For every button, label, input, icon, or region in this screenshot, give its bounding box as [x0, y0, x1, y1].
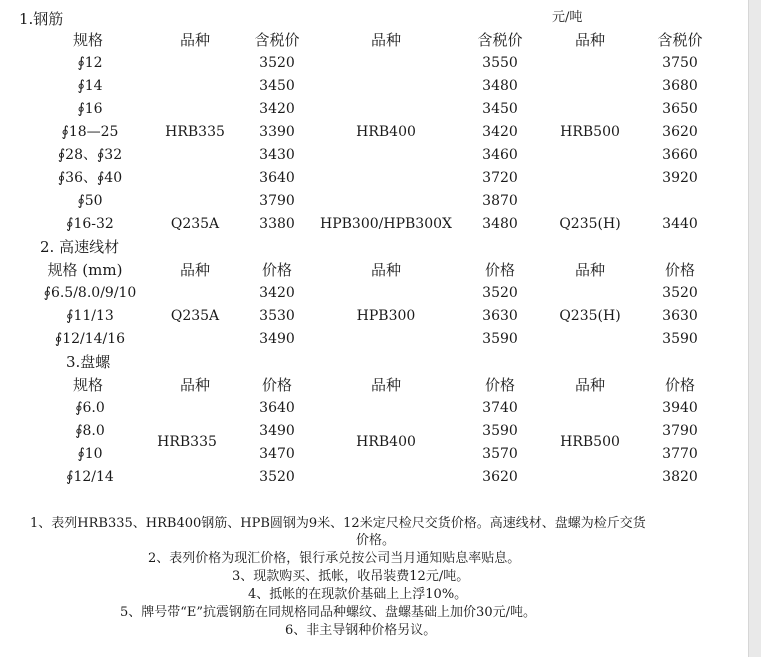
rebar-spec: ∮14 [77, 78, 103, 94]
note-1-cont: 价格。 [356, 533, 396, 548]
wire-header-price-2: 价格 [484, 261, 516, 279]
rebar-spec: ∮28、∮32 [57, 147, 123, 163]
wire-grade-1: Q235A [170, 308, 220, 324]
coil-header-price-3: 价格 [664, 376, 696, 394]
rebar-price-2: 3870 [482, 193, 518, 209]
rebar-header-price-1: 含税价 [254, 31, 300, 49]
coil-price-1: 3520 [259, 469, 295, 485]
wire-price-2: 3520 [482, 285, 518, 301]
coil-header-price-2: 价格 [484, 376, 516, 394]
rebar-spec: ∮16-32 [66, 216, 114, 232]
coil-price-3: 3790 [662, 423, 698, 439]
rebar-price-3: 3440 [662, 216, 698, 232]
rebar-price-2: 3720 [482, 170, 518, 186]
rebar-low-grade-1: Q235A [170, 216, 220, 232]
coil-price-2: 3740 [482, 400, 518, 416]
rebar-spec: ∮18—25 [61, 124, 119, 140]
rebar-price-2: 3480 [482, 78, 518, 94]
rebar-spec: ∮12 [77, 55, 103, 71]
page-edge [748, 0, 761, 657]
wire-spec: ∮12/14/16 [54, 331, 126, 347]
wire-price-2: 3630 [482, 308, 518, 324]
rebar-price-1: 3790 [259, 193, 295, 209]
rebar-price-3: 3750 [662, 55, 698, 71]
wire-price-1: 3530 [259, 308, 295, 324]
coil-price-2: 3620 [482, 469, 518, 485]
coil-header-price-1: 价格 [261, 376, 293, 394]
rebar-grade-1: HRB335 [165, 124, 225, 140]
rebar-grade-2: HRB400 [356, 124, 416, 140]
coil-price-1: 3640 [259, 400, 295, 416]
rebar-spec: ∮50 [77, 193, 103, 209]
wire-price-3: 3520 [662, 285, 698, 301]
coil-spec: ∮12/14 [66, 469, 114, 485]
wire-header-grade-3: 品种 [574, 261, 606, 279]
rebar-header-price-3: 含税价 [657, 31, 703, 49]
coil-price-3: 3820 [662, 469, 698, 485]
wire-price-1: 3490 [259, 331, 295, 347]
rebar-low-grade-2: HPB300/HPB300X [320, 216, 452, 232]
rebar-price-2: 3420 [482, 124, 518, 140]
rebar-price-3: 3680 [662, 78, 698, 94]
section-title-coil: 3.盘螺 [66, 353, 111, 371]
coil-price-3: 3940 [662, 400, 698, 416]
rebar-price-3: 3620 [662, 124, 698, 140]
rebar-header-grade-2: 品种 [370, 31, 402, 49]
section-title-wire: 2. 高速线材 [40, 238, 120, 256]
coil-price-2: 3570 [482, 446, 518, 462]
wire-price-2: 3590 [482, 331, 518, 347]
rebar-price-2: 3460 [482, 147, 518, 163]
rebar-header-grade-1: 品种 [179, 31, 211, 49]
rebar-header-price-2: 含税价 [477, 31, 523, 49]
wire-header-spec: 规格 (mm) [47, 261, 123, 279]
note-4: 4、抵帐的在现款价基础上上浮10%。 [248, 587, 468, 602]
coil-price-1: 3490 [259, 423, 295, 439]
coil-spec: ∮8.0 [75, 423, 105, 439]
rebar-price-1: 3380 [259, 216, 295, 232]
unit-label: 元/吨 [552, 10, 583, 25]
rebar-header-grade-3: 品种 [574, 31, 606, 49]
rebar-price-1: 3420 [259, 101, 295, 117]
coil-price-1: 3470 [259, 446, 295, 462]
rebar-price-1: 3520 [259, 55, 295, 71]
coil-grade-3: HRB500 [560, 434, 620, 450]
wire-spec: ∮11/13 [66, 308, 114, 324]
wire-header-price-1: 价格 [261, 261, 293, 279]
rebar-price-1: 3430 [259, 147, 295, 163]
wire-price-3: 3590 [662, 331, 698, 347]
rebar-price-1: 3450 [259, 78, 295, 94]
coil-spec: ∮6.0 [75, 400, 105, 416]
note-1: 1、表列HRB335、HRB400钢筋、HPB圆钢为9米、12米定尺检尺交货价格。高速线材、盘螺为检斤交货 [30, 516, 646, 531]
rebar-price-1: 3640 [259, 170, 295, 186]
wire-grade-3: Q235(H) [559, 308, 621, 324]
rebar-grade-3: HRB500 [560, 124, 620, 140]
rebar-price-3: 3650 [662, 101, 698, 117]
rebar-header-spec: 规格 [72, 31, 104, 49]
coil-header-grade-3: 品种 [574, 376, 606, 394]
rebar-low-grade-3: Q235(H) [559, 216, 621, 232]
coil-price-2: 3590 [482, 423, 518, 439]
note-2: 2、表列价格为现汇价格，银行承兑按公司当月通知贴息率贴息。 [148, 551, 521, 566]
coil-grade-2: HRB400 [356, 434, 416, 450]
rebar-price-1: 3390 [259, 124, 295, 140]
coil-header-spec: 规格 [72, 376, 104, 394]
section-title-rebar: 1.钢筋 [19, 10, 64, 28]
coil-price-3: 3770 [662, 446, 698, 462]
wire-price-1: 3420 [259, 285, 295, 301]
wire-grade-2: HPB300 [356, 308, 416, 324]
rebar-price-2: 3480 [482, 216, 518, 232]
note-6: 6、非主导钢种价格另议。 [285, 623, 437, 638]
wire-spec: ∮6.5/8.0/9/10 [43, 285, 137, 301]
rebar-spec: ∮16 [77, 101, 103, 117]
coil-header-grade-1: 品种 [179, 376, 211, 394]
note-3: 3、现款购买、抵帐，收吊装费12元/吨。 [232, 569, 470, 584]
rebar-price-2: 3550 [482, 55, 518, 71]
wire-header-price-3: 价格 [664, 261, 696, 279]
rebar-price-3: 3660 [662, 147, 698, 163]
coil-spec: ∮10 [77, 446, 103, 462]
note-5: 5、牌号带“E”抗震钢筋在同规格同品种螺纹、盘螺基础上加价30元/吨。 [120, 605, 536, 620]
rebar-spec: ∮36、∮40 [57, 170, 123, 186]
coil-grade-1: HRB335 [157, 434, 217, 450]
wire-header-grade-1: 品种 [179, 261, 211, 279]
rebar-price-3: 3920 [662, 170, 698, 186]
rebar-price-2: 3450 [482, 101, 518, 117]
wire-price-3: 3630 [662, 308, 698, 324]
wire-header-grade-2: 品种 [370, 261, 402, 279]
coil-header-grade-2: 品种 [370, 376, 402, 394]
